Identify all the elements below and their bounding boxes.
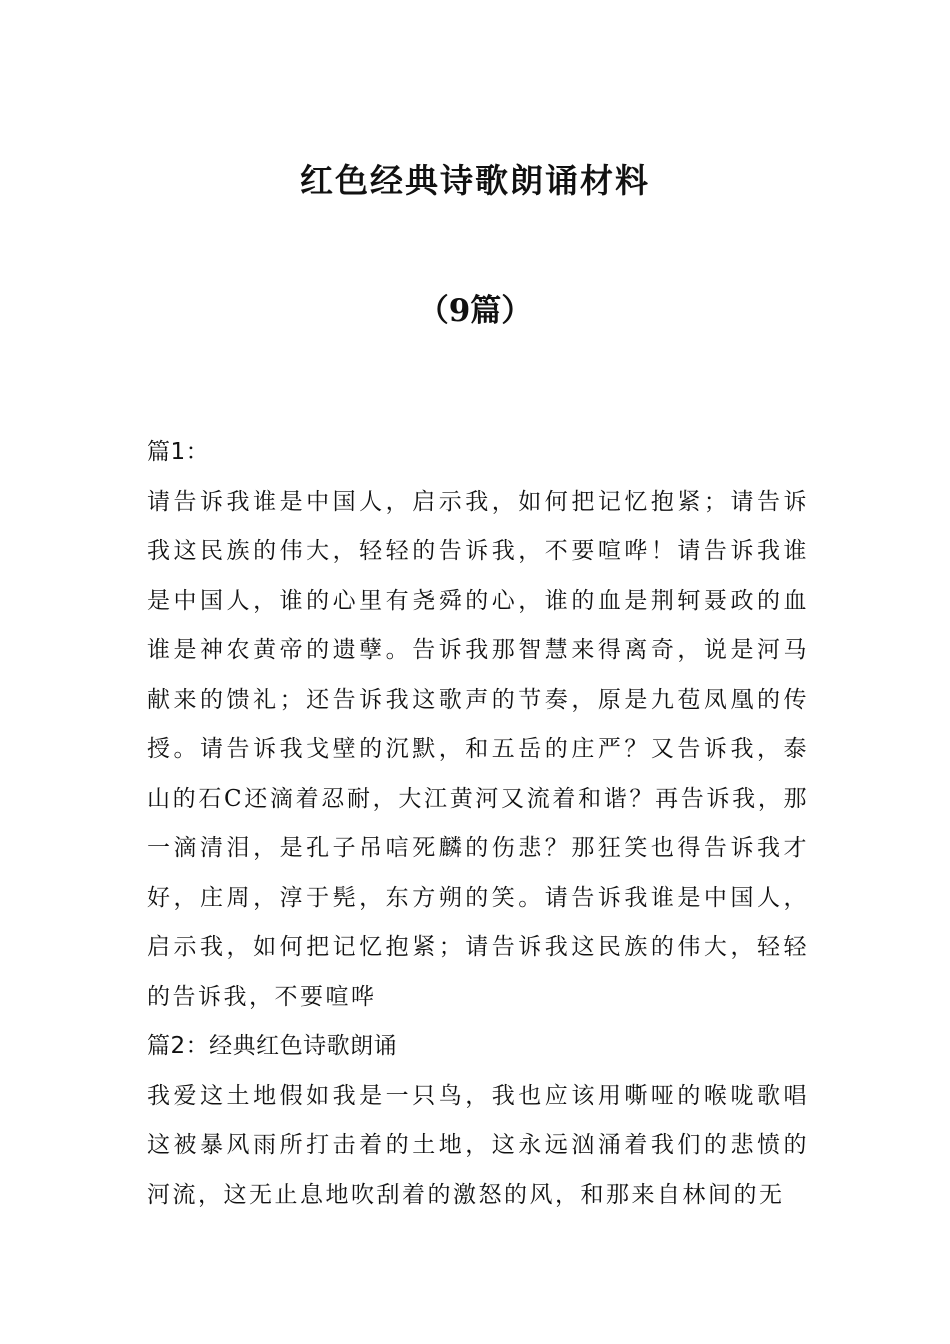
section-2-heading: 篇2：经典红色诗歌朗诵 — [147, 1033, 398, 1059]
document-body — [147, 428, 809, 1220]
section-1-body: 请告诉我谁是中国人，启示我，如何把记忆抱紧；请告诉我这民族的伟大，轻轻的告诉我，不要喧哗！请告诉我谁是中国人，谁的心里有尧舜的心，谁的血是荆轲聂政的血谁是神农黄帝的遗孽。告诉我那智慧来得离奇，说是河马献来的馈礼；还告诉我这歌声的节奏，原是九苞凤凰的传授。请告诉我戈壁的沉默，和五岳的庄严？又告诉我，泰山的石C还滴着忍耐，大江黄河又流着和谐？再告诉我，那一滴清泪，是孔子吊唁死麟的伤悲？那狂笑也得告诉我才好，庄周，淳于髡，东方朔的笑。请告诉我谁是中国人，启示我，如何把记忆抱紧；请告诉我这民族的伟大，轻轻的告诉我，不要喧哗 — [147, 488, 809, 1010]
document-title: 红色经典诗歌朗诵材料 — [300, 161, 650, 200]
section-1-heading: 篇1： — [147, 439, 210, 465]
document-subtitle: （9篇） — [417, 293, 533, 329]
section-2-body: 我爱这土地假如我是一只鸟，我也应该用嘶哑的喉咙歌唱这被暴风雨所打击着的土地，这永远汹涌着我们的悲愤的河流，这无止息地吹刮着的激怒的风，和那来自林间的无 — [147, 1082, 809, 1208]
